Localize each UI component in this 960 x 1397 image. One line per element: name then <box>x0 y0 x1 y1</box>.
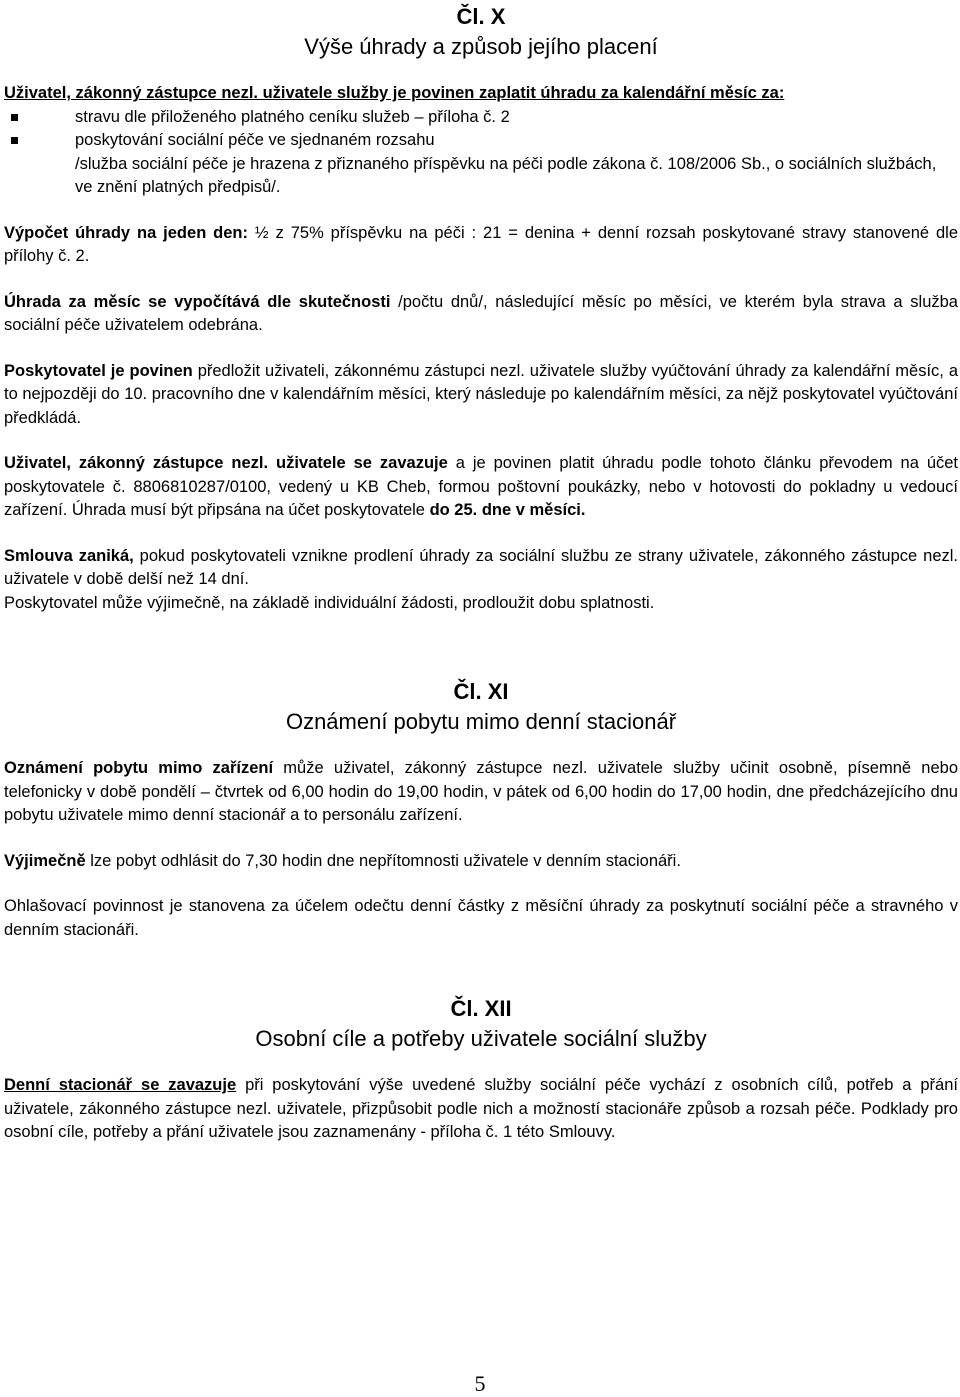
termination-label: Smlouva zaniká, <box>4 546 134 565</box>
exception-label: Výjimečně <box>4 851 86 870</box>
payment-deadline: do 25. dne v měsíci. <box>429 501 586 519</box>
bullet-item <box>4 129 958 153</box>
section-10-intro: Uživatel, zákonný zástupce nezl. uživatele služby je povinen zaplatit úhradu za kalendářní měsíc za: <box>4 84 785 102</box>
payment-method-paragraph <box>4 452 958 523</box>
personal-goals-text: při poskytování výše uvedené služby sociální péče vychází z osobních cílů, potřeb a přání uživatele, zákonného zástupce nezl. uživatele, přizpůsobit podle nich a možností stacionáře způsob a rozsah péče. Podklady pro osobní cíle, potřeby a přání uživatele jsou zaznamenány - příloha č. 1 této Smlouvy. <box>4 1076 958 1141</box>
monthly-payment-text: /počtu dnů/, následující měsíc po měsíci, ve kterém byla strava a služba sociální péče uživatelem odebrána. <box>4 292 958 334</box>
absence-notice-paragraph <box>4 757 958 828</box>
section-10-heading <box>4 2 958 62</box>
monthly-payment-label: Úhrada za měsíc se vypočítává dle skutečnosti <box>4 292 391 311</box>
calculation-paragraph <box>4 222 958 269</box>
bullet-note <box>4 153 958 200</box>
bullet-text: poskytování sociální péče ve sjednaném rozsahu <box>75 131 435 149</box>
absence-notice-text: může uživatel, zákonný zástupce nezl. uživatele služby učinit osobně, písemně nebo telefonicky v době pondělí – čtvrtek od 6,00 hodin do 19,00 hodin, v pátek od 6,00 hodin do 17,00 hodin, dne předcházejícího dnu pobytu uživatele mimo denní stacionář a to personálu zařízení. <box>4 759 958 824</box>
bullet-text: stravu dle přiloženého platného ceníku služeb – příloha č. 2 <box>75 107 510 126</box>
exception-text: lze pobyt odhlásit do 7,30 hodin dne nepřítomnosti uživatele v denním stacionáři. <box>85 851 681 870</box>
bullet-note-text: /služba sociální péče je hrazena z přiznaného příspěvku na péči podle zákona č. 108/2006 Sb., o sociálních službách, ve znění platných předpisů/. <box>75 154 937 196</box>
document-page <box>4 0 958 1145</box>
personal-goals-label: Denní stacionář se zavazuje <box>4 1076 237 1094</box>
termination-paragraph <box>4 545 958 592</box>
absence-notice-label: Oznámení pobytu mimo zařízení <box>4 759 274 777</box>
bullet-item <box>4 106 958 130</box>
section-11-number: Čl. XI <box>453 679 509 704</box>
termination-text: pokud poskytovateli vznikne prodlení úhrady za sociální službu ze strany uživatele, zákonného zástupce nezl. uživatele v době delší než 14 dní. <box>4 546 958 588</box>
calculation-label: Výpočet úhrady na jeden den: <box>4 223 249 242</box>
square-bullet-icon <box>11 137 18 144</box>
page-number: 5 <box>474 1371 486 1396</box>
section-11-title: Oznámení pobytu mimo denní stacionář <box>285 709 677 734</box>
payment-method-text: a je povinen platit úhradu podle tohoto článku převodem na účet poskytovatele č. 8806810287/0100, vedený u KB Cheb, formou poštovní poukázky, nebo v hotovosti do pokladny u vedoucí zařízení. Úhrada musí být připsána na účet poskytovatele <box>4 454 959 519</box>
provider-duty-paragraph <box>4 360 958 431</box>
notification-duty-paragraph: Ohlašovací povinnost je stanovena za účelem odečtu denní částky z měsíční úhrady za poskytnutí sociální péče a stravného v denním stacionáři. <box>4 897 958 939</box>
monthly-payment-paragraph <box>4 291 958 338</box>
section-12-heading <box>4 994 958 1054</box>
service-bullet-list <box>4 106 958 200</box>
personal-goals-paragraph <box>4 1074 958 1145</box>
section-12-number: Čl. XII <box>450 996 512 1021</box>
section-12-title: Osobní cíle a potřeby uživatele sociální služby <box>255 1026 707 1051</box>
square-bullet-icon <box>11 114 18 121</box>
section-10-number: Čl. X <box>456 4 506 29</box>
provider-duty-text: předložit uživateli, zákonnému zástupci nezl. uživatele služby vyúčtování úhrady za kalendářní měsíc, a to nejpozději do 10. pracovního dne v kalendářním měsíci, který následuje po kalendářním měsíci, za nějž poskytovatel vyúčtování předkládá. <box>4 361 958 427</box>
extension-paragraph: Poskytovatel může výjimečně, na základě individuální žádosti, prodloužit dobu splatnosti. <box>4 593 655 612</box>
payment-method-label: Uživatel, zákonný zástupce nezl. uživatele se zavazuje <box>4 454 448 472</box>
calculation-text: ½ z 75% příspěvku na péči : 21 = denina + denní rozsah poskytované stravy stanovené dle přílohy č. 2. <box>4 223 958 265</box>
section-11-heading <box>4 677 958 737</box>
exception-paragraph <box>4 850 958 874</box>
provider-duty-label: Poskytovatel je povinen <box>4 361 193 380</box>
section-10-title: Výše úhrady a způsob jejího placení <box>304 34 658 59</box>
